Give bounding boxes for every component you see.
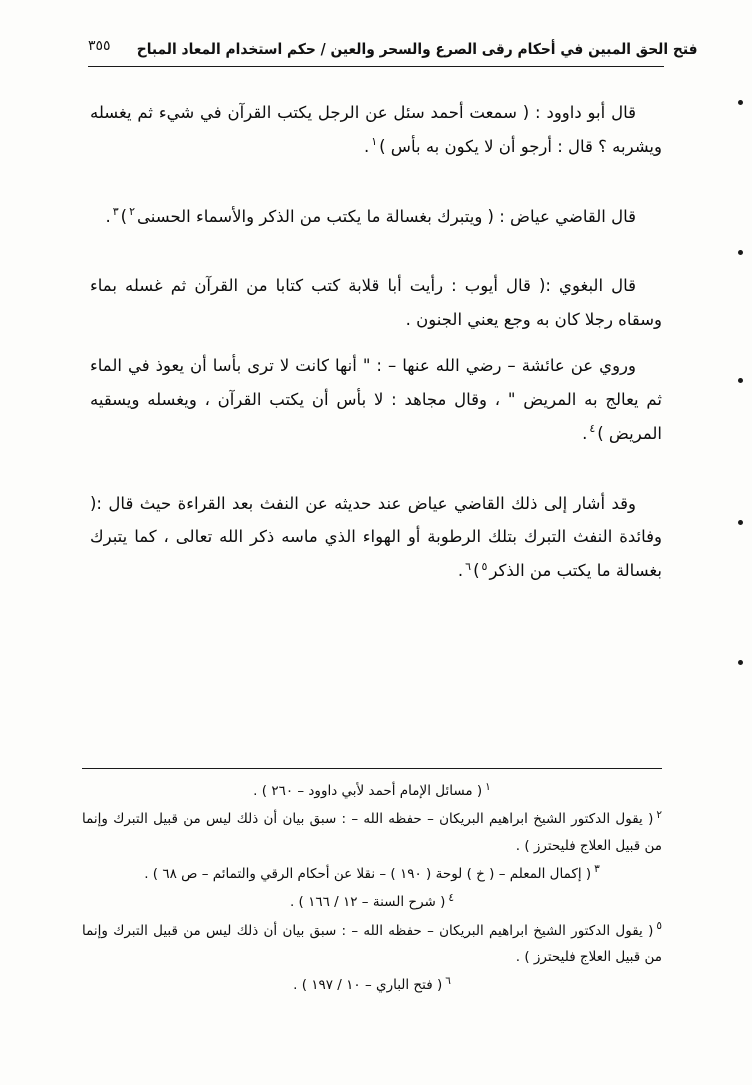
footnote-item: [82, 806, 662, 859]
footnote-marker: ٦: [445, 974, 451, 987]
paragraph-aisha-narration: [90, 349, 662, 450]
footnote-ref: ٣: [112, 205, 119, 219]
footnote-marker: ٣: [594, 863, 600, 876]
footnote-list: [82, 778, 662, 1001]
paragraph-text: قال البغوي :( قال أيوب : رأيت أبا قلابة كتب كتابا من القرآن ثم غسله بماء وسقاه رجلا كان به وجع يعني الجنون .: [90, 276, 662, 330]
footnote-marker: ٥: [656, 920, 662, 933]
footnote-marker: ٤: [448, 891, 455, 904]
footnote-text: ( فتح الباري – ١٠ / ١٩٧ ) .: [293, 977, 443, 994]
footnote-ref: ٦: [465, 559, 472, 573]
paragraph-tail: .: [457, 561, 464, 581]
footnote-item: [82, 918, 662, 971]
margin-dot: [738, 520, 743, 525]
footnote-text: ( شرح السنة – ١٢ / ١٦٦ ) .: [289, 894, 446, 911]
margin-dot: [738, 378, 743, 383]
margin-dot: [738, 100, 743, 105]
paragraph-text: وروي عن عائشة – رضي الله عنها – : " أنها كانت لا ترى بأسا أن يعوذ في الماء ثم يعالج به المريض " ، وقال مجاهد : لا بأس أن يكتب القرآن ، ويغسله ويسقيه المريض ): [90, 356, 662, 443]
footnote-divider: [82, 768, 662, 769]
footnote-item: [82, 861, 662, 887]
paragraph-text: قال القاضي عياض : ( ويتبرك بغسالة ما يكتب من الذكر والأسماء الحسنى: [137, 206, 636, 226]
paragraph-qadi-iyad: [90, 200, 662, 234]
footnote-text: ( مسائل الإمام أحمد لأبي داوود – ٢٦٠ ) .: [253, 783, 483, 799]
footnote-item: [82, 972, 662, 998]
paragraph-tail: .: [105, 206, 111, 226]
page-number: ٣٥٥: [88, 38, 111, 54]
footnote-marker: ١: [485, 780, 491, 793]
footnote-text: ( يقول الدكتور الشيخ ابراهيم البريكان – حفظه الله – : سبق بيان أن ذلك ليس من قبيل التبرك وإنما من قبيل العلاج فليحترز ) .: [82, 811, 662, 854]
footnote-text: ( إكمال المعلم – ( خ ) لوحة ( ١٩٠ ) – نقلا عن أحكام الرقي والتمائم – ص ٦٨ ) .: [144, 865, 592, 882]
page-body: [90, 96, 662, 594]
margin-dot: [738, 660, 743, 665]
paragraph-abu-dawud: [90, 96, 662, 164]
running-head: فتح الحق المبين في أحكام رقى الصرع والسحر والعين / حكم استخدام المعاد المباح: [136, 40, 698, 58]
footnote-item: [82, 889, 662, 915]
footnote-marker: ٢: [656, 808, 662, 821]
paragraph-al-baghawi: [90, 269, 662, 337]
footnote-ref: ١: [371, 135, 378, 149]
footnote-ref: ٤: [589, 422, 596, 436]
paragraph-text: وقد أشار إلى ذلك القاضي عياض عند حديثه عن النفث بعد القراءة حيث قال :( وفائدة النفث التبرك بتلك الرطوبة أو الهواء الذي ماسه ذكر الله تعالى ، كما يتبرك بغسالة ما يكتب من الذكر: [90, 493, 662, 581]
header-divider: [88, 66, 664, 67]
footnote-ref: ٢: [129, 205, 135, 219]
paragraph-tail: .: [363, 136, 370, 156]
margin-dot: [738, 250, 743, 255]
paragraph-tail: .: [582, 423, 588, 443]
footnote-text: ( يقول الدكتور الشيخ ابراهيم البريكان – حفظه الله – : سبق بيان أن ذلك ليس من قبيل التبرك وإنما من قبيل العلاج فليحترز ) .: [82, 922, 662, 965]
paragraph-nafth-reference: [90, 487, 662, 588]
paragraph-close-paren: ): [473, 561, 480, 581]
paragraph-close-paren: ): [120, 206, 128, 226]
paragraph-text: قال أبو داوود : ( سمعت أحمد سئل عن الرجل يكتب القرآن في شيء ثم يغسله ويشربه ؟ قال : أرجو أن لا يكون به بأس ): [90, 103, 662, 156]
footnote-item: [82, 778, 662, 804]
footnote-ref: ٥: [481, 559, 488, 573]
page-header: [88, 34, 698, 64]
